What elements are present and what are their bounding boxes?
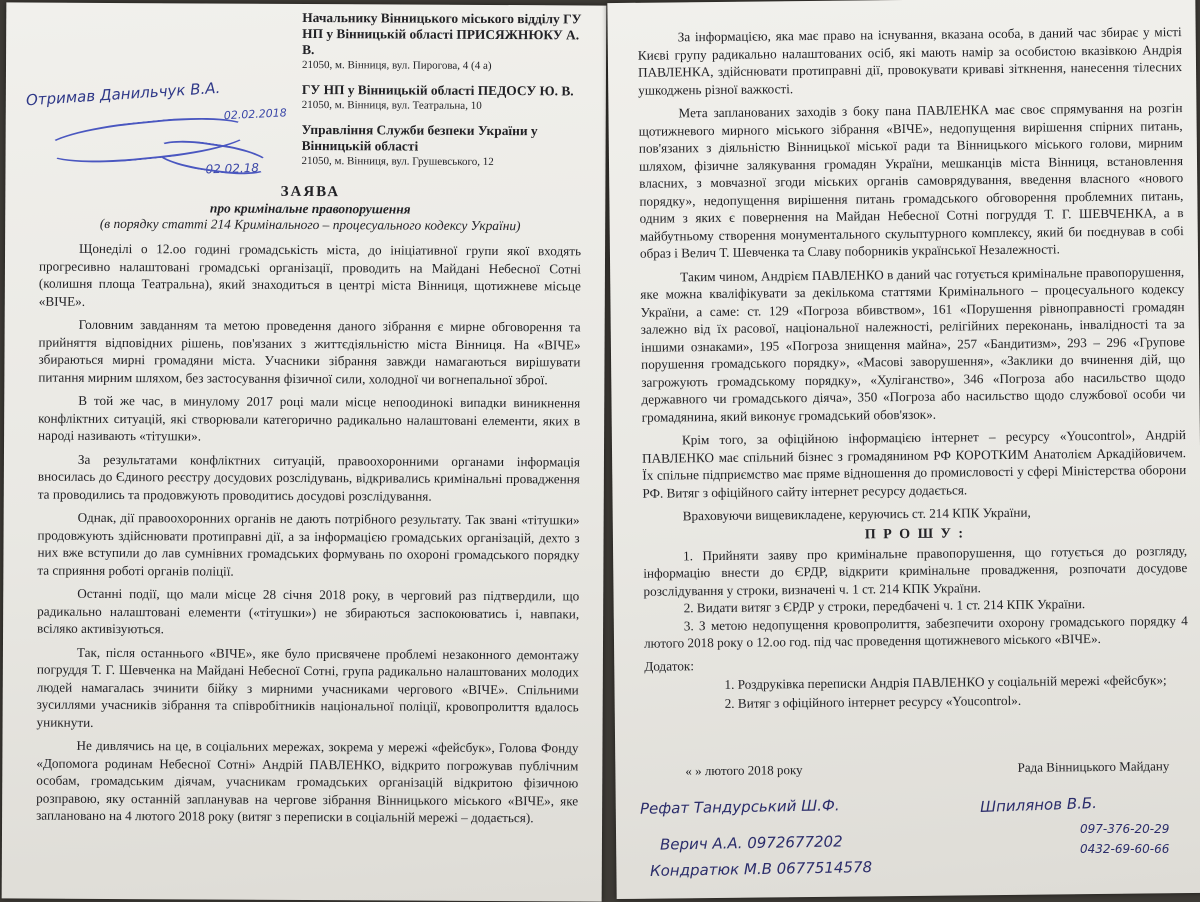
document-subtitle: про кримінальне правопорушення: [209, 200, 411, 217]
phone-number: 0432-69-60-66: [1080, 842, 1170, 856]
recipient-name: ГУ НП у Вінницькій області ПЕДОСУ Ю. В.: [301, 81, 574, 99]
recipient-name: Начальнику Вінницького міського відділу ГУ НП у Вінницькій області ПРИСЯЖНЮКУ А. В.: [302, 9, 582, 58]
signature: Шпилянов В.Б.: [979, 793, 1098, 817]
signer-name: Рада Вінницького Майдану: [1017, 757, 1170, 775]
body-paragraph: Однак, дії правоохоронних органів не дають потрібного результату. Так звані «тітушки» продовжують здійснювати протиправні дії, а за інформацією громадських організацій, дехто з них вже вступили до лав сумнівних громадських формувань по охороні громадського порядку та сприяння роботі органів поліції.: [37, 509, 580, 579]
received-note: Отримав Данильчук В.А.: [25, 78, 221, 110]
body-paragraph: Головним завданням та метою проведення даного зібрання є мирне обговорення та прийняття відповідних рішень, пов'язаних з життєдіяльністю міста Вінниця. На «ВІЧЕ» збираються мирні громадяни міста. Учасники зібрання завжди намагаються вирішувати питання мирним шляхом, без застосування фізичної сили, холодної чи вогнепальної зброї.: [38, 316, 581, 387]
body-paragraph: Так, після останнього «ВІЧЕ», яке було присвячене проблемі незаконного демонтажу погруддя Т. Г. Шевченка на Майдані Небесної Сотні, група радикально налаштованих молодих людей намагалась зчинити бійку з мирними учасниками чергового «ВІЧЕ». Спільними зусиллями учасників зібрання та співробітників національної поліції, кровопролиття вдалось уникнути.: [36, 644, 579, 730]
body-paragraph: Не дивлячись на це, в соціальних мережах, зокрема у мережі «фейсбук», Голова Фонду «Допомога родинам Небесної Сотні» Андрій ПАВЛЕНКО, відкрито погрожував публічним особам, громадським діячам, учасникам громадських організацій відкритою фізичною розправою, яку останній запланував на чергове зібрання Вінницького міського «ВІЧЕ», яке заплановано на 4 лютого 2018 року (витяг з переписки в соціальній мережі – додається).: [36, 737, 579, 826]
second-date: 02.02.18: [205, 160, 260, 177]
body-paragraph: За інформацією, яка має право на існування, вказана особа, в даний час збирає у місті Києві групу радикально налаштованих осіб, які мають намір за особистою вказівкою Андрія ПАВЛЕНКА, здійснювати протиправні дії, провокувати криваві зіткнення, нанесення тілесних ушкоджень різної важкості.: [637, 24, 1183, 98]
request-item: 3. З метою недопущення кровопролиття, забезпечити охорону громадського порядку 4 лютого 2018 року о 12.оо год. під час проведення щотижневого міського «ВІЧЕ».: [643, 612, 1188, 651]
body-paragraph: Враховуючи вищевикладене, керуючись ст. 214 КПК України,: [682, 504, 1031, 524]
attachments-heading: Додаток:: [644, 657, 695, 674]
right-page: [607, 0, 1200, 899]
body-paragraph: В той же час, в минулому 2017 році мали місце непоодинокі випадки виникнення конфліктних ситуацій, які створювали категорично радикально налаштовані елементи, яких в народі називають «тітушки».: [38, 392, 581, 444]
received-date: 02.02.2018: [223, 106, 288, 123]
attachments-list: [644, 671, 1188, 714]
body-paragraph: Останні події, що мали місце 28 січня 2018 року, в черговий раз підтвердили, що радикально налаштовані елементи («тітушки») не збираються заспокоюватись і, навпаки, всіляко активізуються.: [37, 585, 580, 637]
document-subnote: (в порядку статті 214 Кримінального – процесуального кодексу України): [99, 215, 521, 234]
attachment-item: 2. Витяг з офіційного інтернет ресурсу «Youcontrol».: [724, 692, 1022, 711]
attachment-item: 1. Роздруківка переписки Андрія ПАВЛЕНКО у соціальній мережі «фейсбук»;: [724, 671, 1167, 692]
recipient-address: 21050, м. Вінниця, вул. Грушевського, 12: [301, 154, 494, 168]
left-page: [2, 2, 607, 901]
document-title: ЗАЯВА: [280, 183, 341, 201]
body-paragraph: Крім того, за офіційною інформацією інтернет – ресурсу «Youcontrol», Андрій ПАВЛЕНКО має спільний бізнес з громадянином РФ КОРОТКИМ Анатолієм Аркадійовичем. Їх спільне підприємство має пряме відношення до промисловості у сфері Міністерства оборони РФ. Витяг з офіційного сайту інтернет ресурсу додається.: [642, 427, 1187, 501]
signature: Кондратюк М.В 0677514578: [649, 858, 873, 880]
recipients-block: [301, 10, 592, 170]
recipient-name: Управління Служби безпеки України у Вінницькій області: [301, 121, 538, 154]
body-paragraph: За результатами конфліктних ситуацій, правоохоронними органами інформація вносилась до Єдиного реєстру досудових розслідувань, відкривались кримінальні провадження та проводились та продовжують проводитись досудові розслідування.: [37, 451, 580, 504]
request-heading: П Р О Ш У :: [864, 525, 966, 542]
signature-line: [645, 758, 1189, 780]
body-paragraph: Мета запланованих заходів з боку пана ПАВЛЕНКА має своє спрямування на розгін щотижневого мирного міського зібрання «ВІЧЕ», недопущення вирішення спірних питань, пов'язаних з діяльністю Вінницької міської ради та Вінницького міського голови, мирним шляхом, фізичне залякування громадян України, мешканців міста Вінниця, встановлення власних, з мовчазної згоди міських органів самоврядування, введення власного «нового порядку», недопущення вирішення питань громадського обговорення проблемних питань, одним з яких є повернення на Майдан Небесної Сотні погруддя Т. Г. ШЕВЧЕНКА, а в майбутньому створення монументального скульптурного комплексу, який би поєднував в собі образ і Велич Т. Шевченка та Славу поборників української Незалежності.: [638, 100, 1184, 261]
phone-number: 097-376-20-29: [1080, 822, 1170, 836]
signature: Рефат Тандурський Ш.Ф.: [639, 796, 840, 818]
body-paragraph: Щонеділі о 12.оо годині громадськість міста, до ініціативної групи якої входять прогресивно налаштовані громадські організації, проводить на Майдані Небесної Сотні (колишня площа Театральна), який знаходиться в центрі міста Вінниця, щотижневе місьце «ВІЧЕ».: [38, 240, 582, 309]
request-item: 2. Видати витяг з ЄРДР у строки, передбачені ч. 1 ст. 214 КПК України.: [683, 596, 1086, 616]
request-item: 1. Прийняти заяву про кримінальне правопорушення, що готується до розгляду, інформацію внести до ЄРДР, відкрити кримінальне провадження, розпочати досудове розслідування у строки, визначені ч. 1 ст. 214 КПК України.: [643, 542, 1188, 599]
recipient-address: 21050, м. Вінниця, вул. Пирогова, 4 (4 а): [301, 58, 492, 72]
date-line: « » лютого 2018 року: [685, 761, 803, 778]
body-paragraph: Таким чином, Андрієм ПАВЛЕНКО в даний час готується кримінальне правопорушення, яке можна кваліфікувати за декількома статтями Кримінального – процесуального кодексу України, а саме: ст. 129 «Погроза вбивством», 161 «Порушення рівноправності громадян залежно від їх расової, національної належності, релігійних переконань, інвалідності та за іншими ознаками», 195 «Погроза знищення майна», 257 «Бандитизм», 293 – 296 «Групове порушення громадського порядку», «Масові заворушення», «Заклики до вчинення дій, що загрожують громадському порядку», «Хуліганство», 346 «Погроза або насильство щодо державного чи громадського діяча», 350 «Погроза або насильство щодо службової особи чи громадянина, який виконує громадський обов'язок».: [640, 263, 1186, 425]
signature: Верич А.А. 0972677202: [659, 832, 843, 854]
recipient-address: 21050, м. Вінниця, вул. Театральна, 10: [301, 98, 482, 112]
